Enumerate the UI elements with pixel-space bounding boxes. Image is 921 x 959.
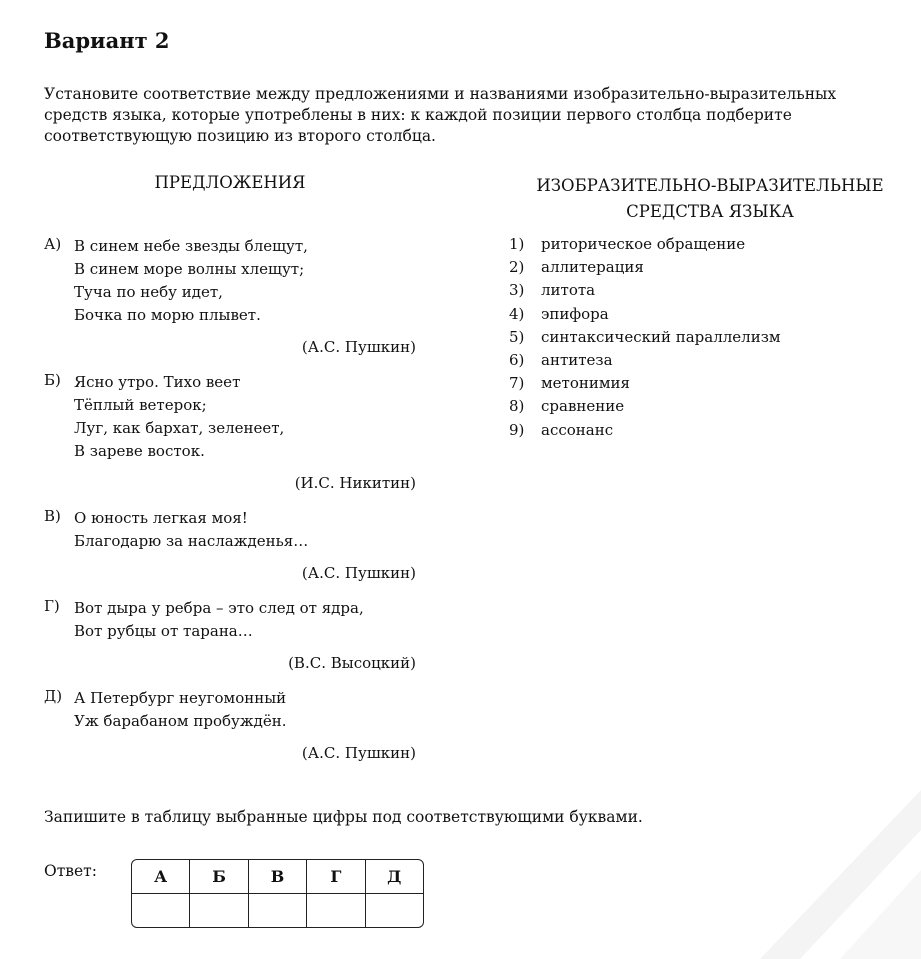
sentence-letter: Б) [44,371,61,389]
means-text: ассонанс [541,420,614,439]
sentence-letter: Г) [44,597,60,615]
means-text: антитеза [541,351,613,370]
answer-header-row [132,860,423,894]
means-number: 9) [509,420,525,439]
sentence-line: Ясно утро. Тихо веет [74,373,241,391]
answer-label: Ответ: [44,862,97,880]
list-item [509,395,781,418]
answer-cell-g[interactable] [307,894,365,927]
answer-cell-a[interactable] [132,894,190,927]
sentence-line: Туча по небу идет, [74,283,223,301]
sentence-line: В синем небе звезды блещут, [74,237,308,255]
list-item [509,256,781,279]
sentence-d [44,687,416,765]
sentence-line: Вот дыра у ребра – это след от ядра, [74,599,364,617]
means-header-line-1: ИЗОБРАЗИТЕЛЬНО-ВЫРАЗИТЕЛЬНЫЕ [536,176,884,195]
list-item [509,419,781,442]
answer-header-v: В [249,860,307,894]
sentence-line: А Петербург неугомонный [74,689,287,707]
means-number: 6) [509,351,525,370]
sentence-line: О юность легкая моя! [74,509,248,527]
means-text: синтаксический параллелизм [541,327,781,346]
means-text: эпифора [541,304,609,323]
answer-header-b: Б [190,860,248,894]
means-number: 5) [509,327,525,346]
list-item [509,372,781,395]
sentence-letter: А) [44,235,62,253]
list-item [509,233,781,256]
answer-cell-v[interactable] [249,894,307,927]
list-item [509,279,781,302]
means-column-header [500,173,920,225]
sentence-line: Вот рубцы от тарана… [74,622,253,640]
sentence-v [44,507,416,585]
means-text: литота [541,281,596,300]
means-text: риторическое обращение [541,235,746,253]
list-item [509,303,781,326]
means-number: 8) [509,397,525,416]
means-number: 4) [509,304,525,323]
answer-cell-b[interactable] [190,894,248,927]
answer-cell-d[interactable] [366,894,423,927]
means-number: 7) [509,374,525,393]
sentence-g [44,597,416,675]
means-number: 2) [509,258,525,277]
sentence-line: В синем море волны хлещут; [74,260,305,278]
answer-header-g: Г [307,860,365,894]
task-text: Установите соответствие между предложениями и названиями изобразительно-выразительных средств языка, которые употреблены в них: к каждой позиции первого столбца подберите соответствующую позицию из второго столбца. [44,85,837,145]
instruction-text: Запишите в таблицу выбранные цифры под соответствующими буквами. [44,808,643,826]
sentence-author: (В.С. Высоцкий) [288,654,416,672]
sentence-line: Бочка по морю плывет. [74,306,261,324]
means-number: 3) [509,281,525,300]
sentence-letter: Д) [44,687,63,705]
means-text: сравнение [541,397,625,416]
answer-input-row [132,894,423,927]
answer-table [131,859,424,928]
sentence-author: (А.С. Пушкин) [301,338,416,356]
sentences-column-header: ПРЕДЛОЖЕНИЯ [154,173,306,192]
sentence-line: Уж барабаном пробуждён. [74,712,287,730]
sentence-author: (А.С. Пушкин) [301,744,416,762]
list-item [509,349,781,372]
means-text: метонимия [541,374,630,393]
sentence-line: В зареве восток. [74,442,205,460]
sentence-author: (А.С. Пушкин) [301,564,416,582]
sentence-line: Луг, как бархат, зеленеет, [74,419,285,437]
sentence-letter: В) [44,507,61,525]
sentence-author: (И.С. Никитин) [294,474,416,492]
sentence-line: Благодарю за наслажденья… [74,532,309,550]
list-item [509,326,781,349]
means-text: аллитерация [541,258,644,277]
means-number: 1) [509,235,525,253]
page-title: Вариант 2 [44,28,170,53]
sentence-b [44,371,416,495]
answer-header-a: А [132,860,190,894]
means-header-line-2: СРЕДСТВА ЯЗЫКА [626,202,794,221]
answer-header-d: Д [366,860,423,894]
means-list [509,233,781,442]
sentence-a [44,235,416,359]
sentence-line: Тёплый ветерок; [74,396,207,414]
sentences-list [44,235,416,777]
